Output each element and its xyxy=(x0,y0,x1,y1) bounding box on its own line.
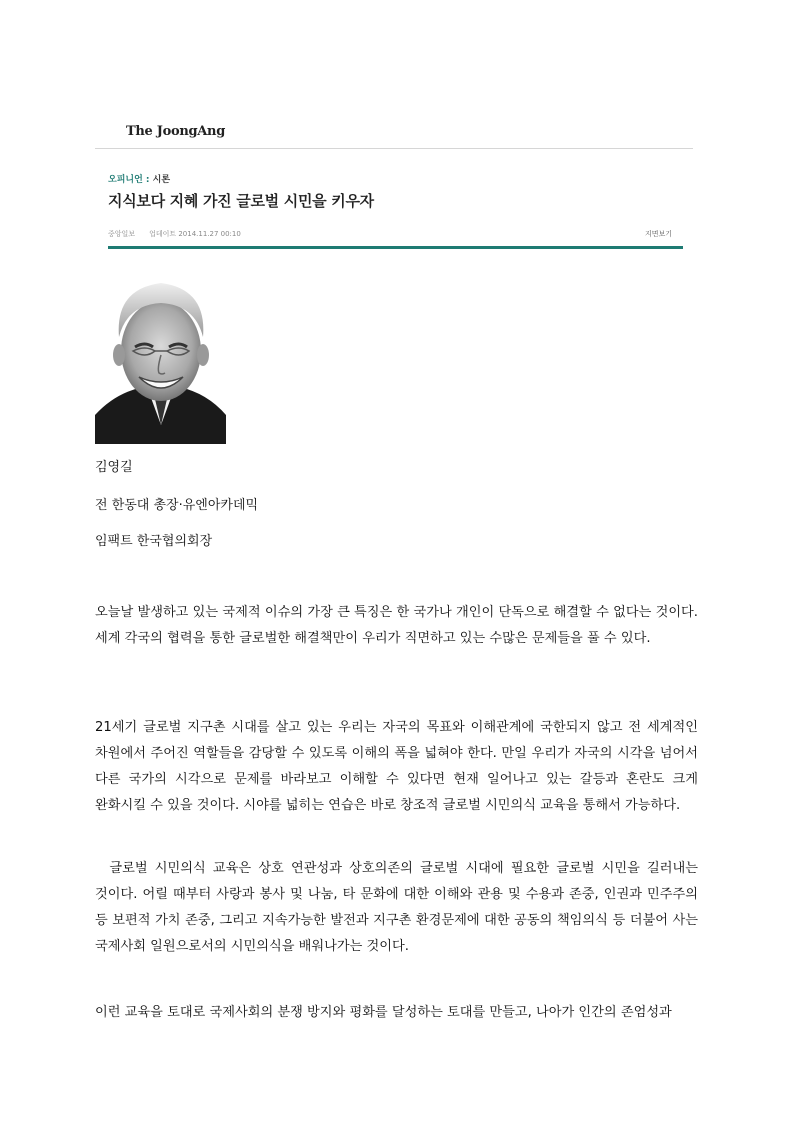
author-portrait xyxy=(95,275,226,444)
article-paragraph-4: 이런 교육을 토대로 국제사회의 분쟁 방지와 평화를 달성하는 토대를 만들고, 나아가 인간의 존엄성과 xyxy=(95,1005,672,1020)
article-paragraph-3: 글로벌 시민의식 교육은 상호 연관성과 상호의존의 글로벌 시대에 필요한 글로벌 시민을 길러내는 것이다. 어릴 때부터 사랑과 봉사 및 나눔, 타 문화에 대한 이해와 관용 및 수용과 존중, 인권과 민주주의 등 보편적 가치 존중, 그리고 지속가능한 발전과 지구촌 환경문제에 대한 공동의 책임의식 등 더불어 사는 국제사회 일원으로서의 시민의식을 배워나가는 것이다. xyxy=(95,861,703,954)
publication-logo[interactable]: The JoongAng xyxy=(126,124,225,139)
section-separator: : xyxy=(142,175,153,185)
section-name[interactable]: 오피니언 xyxy=(108,175,143,185)
subsection-name[interactable]: 시론 xyxy=(152,175,171,185)
article-paragraph-1: 오늘날 발생하고 있는 국제적 이슈의 가장 큰 특징은 한 국가나 개인이 단독으로 해결할 수 없다는 것이다. 세계 각국의 협력을 통한 글로벌한 해결책만이 우리가 직면하고 있는 수많은 문제들을 풀 수 있다. xyxy=(95,605,698,646)
source-name: 중앙일보 xyxy=(108,230,136,238)
article-meta xyxy=(108,229,255,239)
author-name: 김영길 xyxy=(95,460,133,475)
author-title-2: 임팩트 한국협의회장 xyxy=(95,534,213,549)
author-title-1: 전 한동대 총장·유엔아카데믹 xyxy=(95,498,259,513)
view-print-link[interactable]: 지면보기 xyxy=(645,230,673,238)
header-divider xyxy=(95,148,693,149)
section-label xyxy=(108,172,170,185)
article-paragraph-2: 21세기 글로벌 지구촌 시대를 살고 있는 우리는 자국의 목표와 이해관계에 국한되지 않고 전 세계적인 차원에서 주어진 역할들을 감당할 수 있도록 이해의 폭을 넓혀야 한다. 만일 우리가 자국의 시각을 넘어서 다른 국가의 시각으로 문제를 바라보고 이해할 수 있다면 현재 일어나고 있는 갈등과 혼란도 크게 완화시킬 수 있을 것이다. 시야를 넓히는 연습은 바로 창조적 글로벌 시민의식 교육을 통해서 가능하다. xyxy=(95,720,698,813)
header-accent-rule xyxy=(108,246,683,249)
update-timestamp: 업데이트 2014.11.27 00:10 xyxy=(149,230,241,238)
author-portrait-image xyxy=(95,275,226,444)
article-headline: 지식보다 지혜 가진 글로벌 시민을 키우자 xyxy=(108,192,374,210)
